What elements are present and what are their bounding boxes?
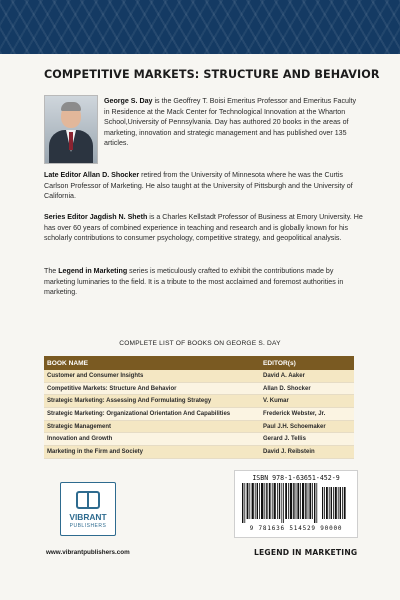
- author-photo: [44, 95, 98, 164]
- editor-bio: [44, 170, 364, 202]
- price-addon: 90000: [320, 525, 343, 532]
- series-desc-text: series is meticulously crafted to exhibit the contributions made by marketing luminaries to the field. It is a tribute to the most acclaimed and foremost authorities in marketing.: [44, 267, 344, 297]
- book-name-cell: Strategic Marketing: Assessing And Formulating Strategy: [44, 395, 260, 408]
- table-row: [44, 420, 354, 433]
- book-name-cell: Marketing in the Firm and Society: [44, 446, 260, 459]
- publisher-website: www.vibrantpublishers.com: [46, 549, 130, 556]
- author-bio: [104, 96, 362, 149]
- series-desc-prefix: The: [44, 267, 59, 275]
- editor-cell: Frederick Webster, Jr.: [260, 408, 354, 421]
- book-list-table: [44, 356, 354, 459]
- editor-cell: Gerard J. Tellis: [260, 433, 354, 446]
- table-row: [44, 446, 354, 459]
- editor-name: Late Editor Allan D. Shocker: [44, 171, 140, 179]
- book-title: COMPETITIVE MARKETS: STRUCTURE AND BEHAVIOR: [44, 68, 380, 81]
- table-row: [44, 433, 354, 446]
- book-name-cell: Competitive Markets: Structure And Behavior: [44, 382, 260, 395]
- book-name-cell: Strategic Marketing: Organizational Orientation And Capabilities: [44, 408, 260, 421]
- book-name-cell: Customer and Consumer Insights: [44, 370, 260, 382]
- table-row: [44, 382, 354, 395]
- column-header-book: BOOK NAME: [44, 356, 260, 370]
- editor-cell: V. Kumar: [260, 395, 354, 408]
- isbn-digits: 9 781636 514529: [249, 525, 316, 532]
- column-header-editor: EDITOR(s): [260, 356, 354, 370]
- editor-cell: David J. Reibstein: [260, 446, 354, 459]
- book-name-cell: Innovation and Growth: [44, 433, 260, 446]
- series-description: [44, 266, 364, 298]
- table-row: [44, 370, 354, 382]
- editor-cell: Paul J.H. Schoemaker: [260, 420, 354, 433]
- series-editor-name: Series Editor Jagdish N. Sheth: [44, 213, 148, 221]
- editor-cell: David A. Aaker: [260, 370, 354, 382]
- table-row: [44, 408, 354, 421]
- book-list-heading: COMPLETE LIST OF BOOKS ON GEORGE S. DAY: [119, 340, 281, 347]
- series-tag: LEGEND IN MARKETING: [254, 548, 358, 557]
- top-decorative-band: [0, 0, 400, 54]
- series-editor-bio: [44, 212, 364, 244]
- publisher-logo-word: VIBRANT: [69, 512, 107, 522]
- author-name: George S. Day: [104, 97, 153, 105]
- isbn-barcode: [234, 470, 358, 538]
- series-editor-bio-text: is a Charles Kellstadt Professor of Business at Emory University. He has over 60 years of combined experience in teaching and research and is globally known for his scholarly contributions to consumer psychology, competitive strategy, and geopolitical analysis.: [44, 213, 363, 243]
- publisher-logo-subtitle: PUBLISHERS: [69, 523, 107, 529]
- isbn-label: ISBN 978-1-63651-452-9: [252, 474, 340, 482]
- book-icon: [76, 491, 100, 509]
- editor-cell: Allan D. Shocker: [260, 382, 354, 395]
- editor-bio-text: retired from the University of Minnesota where he was the Curtis Carlson Professor of Marketing. He also taught at the University of Pittsburgh and the University of California.: [44, 171, 353, 201]
- table-row: [44, 395, 354, 408]
- book-name-cell: Strategic Management: [44, 420, 260, 433]
- barcode-icon: [242, 483, 350, 525]
- author-bio-text: is the Geoffrey T. Boisi Emeritus Professor and Emeritus Faculty in Residence at the Mack Center for Technological Innovation at the Wharton School,University of Pennsylvania. Day has authored 20 books in the areas of marketing, innovation and strategic management and has published over 135 articles.: [104, 97, 357, 148]
- barcode-digits: [239, 525, 353, 532]
- publisher-logo: [60, 482, 116, 536]
- series-name: Legend in Marketing: [58, 267, 128, 275]
